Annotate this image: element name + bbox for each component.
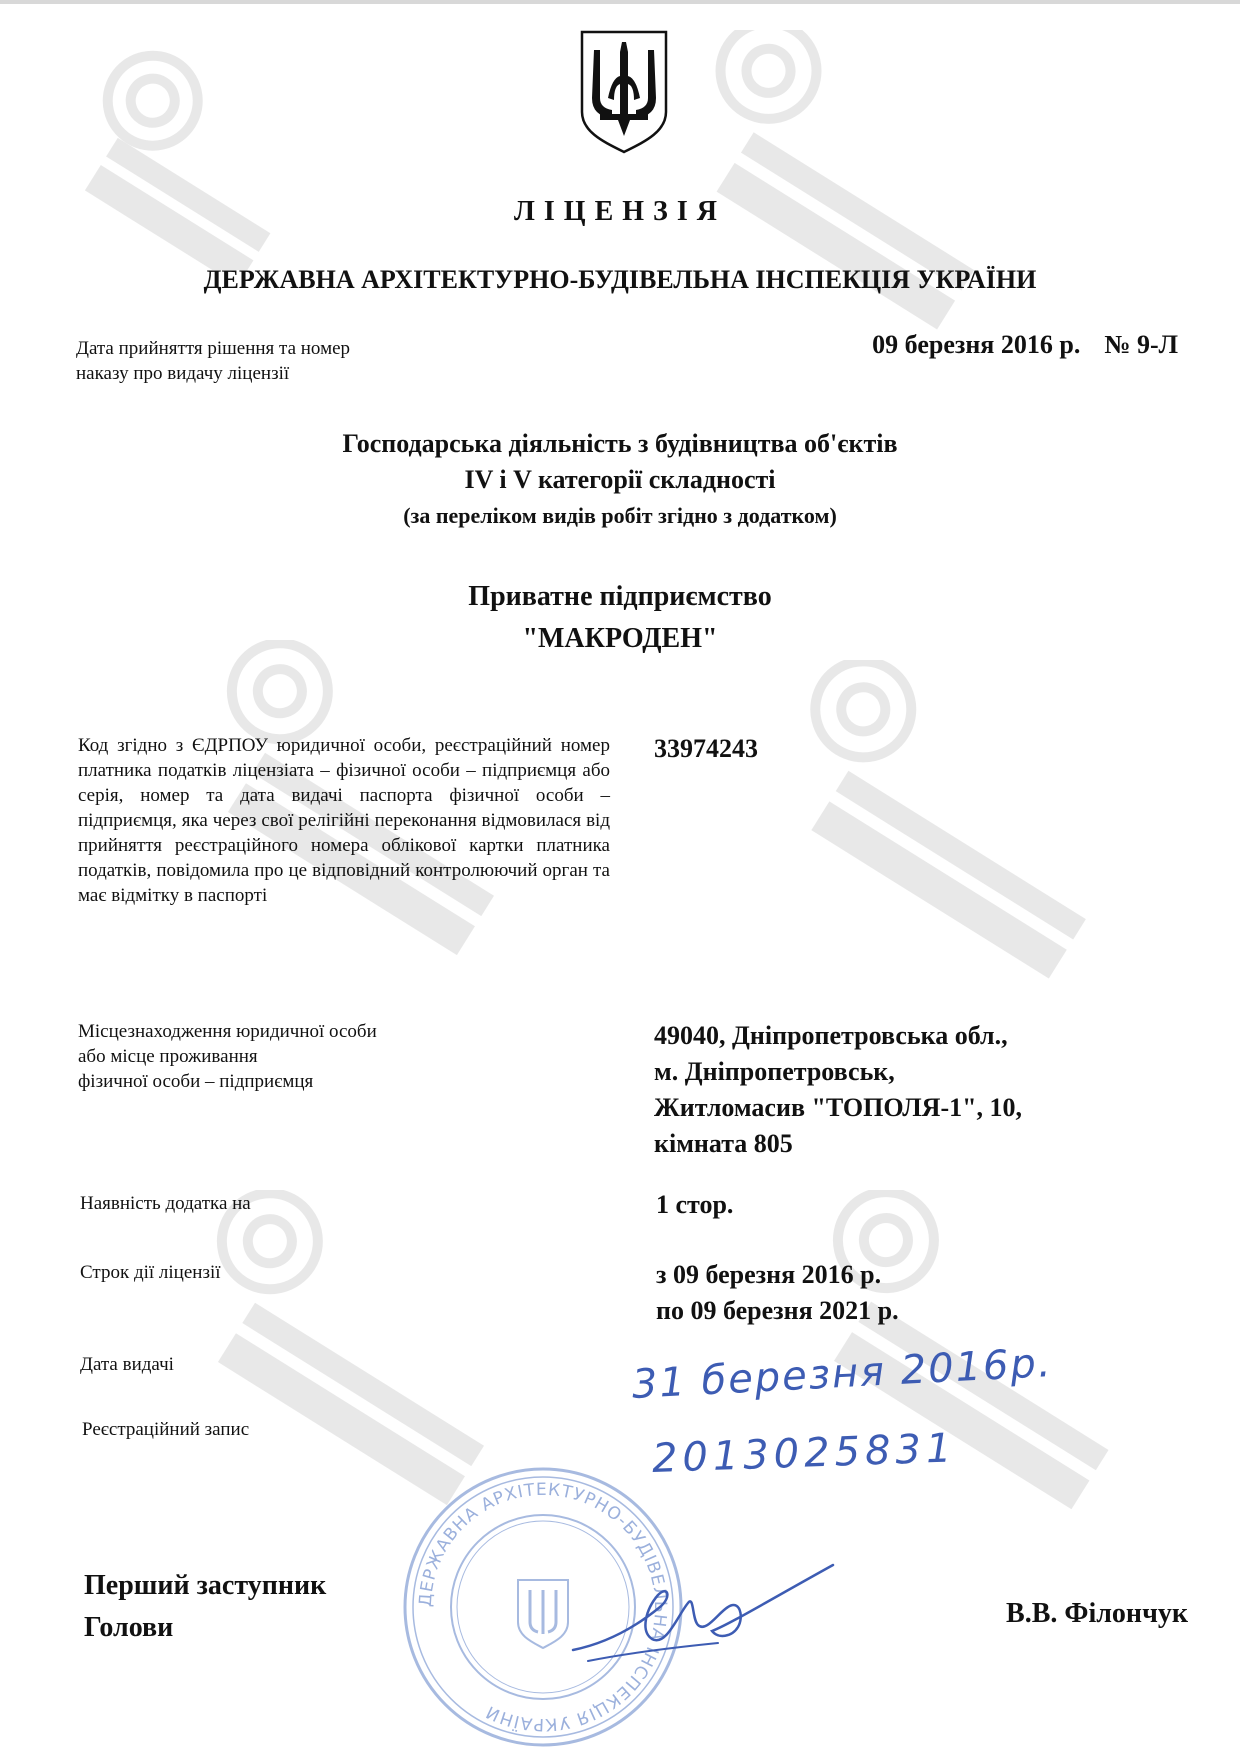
watermark-graphic (700, 660, 1140, 1030)
code-label: Код згідно з ЄДРПОУ юридичної особи, реєстраційний номер платника податків ліцензіата – фізичної особи – підприємця або серія, номер та дата видачі паспорта фізичної особи – підприємця, яка через свої релігійні переконання відмовилася від прийняття реєстраційного номера облікової картки платника податків, повідомила про це відповідний контролюючий орган та має відмітку в паспорті (78, 735, 610, 906)
attachment-value: 1 стор. (656, 1190, 734, 1219)
address-line: кімната 805 (654, 1129, 793, 1158)
signatory-name: В.В. Філончук (1006, 1598, 1188, 1629)
scan-edge (0, 0, 1240, 4)
company-type: Приватне підприємство (468, 581, 772, 612)
decision-label (76, 336, 476, 386)
address-label-line: Місцезнаходження юридичної особи (78, 1021, 377, 1042)
activity-note: (за переліком видів робіт згідно з додатком) (403, 503, 837, 528)
watermark-logo (700, 660, 1140, 1030)
term-from: з 09 березня 2016 р. (656, 1260, 882, 1289)
document-title: ЛІЦЕНЗІЯ (514, 196, 726, 227)
address-line: Житломасив "ТОПОЛЯ-1", 10, (654, 1093, 1023, 1122)
term-label: Строк дії ліцензії (80, 1262, 221, 1283)
activity-description (0, 426, 1240, 534)
signature (568, 1555, 838, 1675)
signatory-role-line: Перший заступник (84, 1570, 327, 1601)
decision-label-line: наказу про видачу ліцензії (76, 363, 290, 384)
address-value (654, 1018, 1022, 1162)
activity-line: Господарська діяльність з будівництва об'єктів (342, 429, 898, 458)
handwritten-registry-number: 2013025831 (651, 1425, 958, 1482)
decision-date: 09 березня 2016 р. (872, 330, 1081, 359)
trident-emblem-icon (578, 28, 670, 156)
signatory-role-line: Голови (84, 1612, 174, 1643)
seal-text: ДЕРЖАВНА АРХІТЕКТУРНО-БУДІВЕЛЬНА ІНСПЕКЦІЯ УКРАЇНИ (415, 1479, 671, 1735)
term-to: по 09 березня 2021 р. (656, 1296, 899, 1325)
issue-date-label: Дата видачі (80, 1354, 174, 1375)
code-value: 33974243 (654, 734, 758, 763)
handwritten-issue-date: 31 березня 2016р. (630, 1339, 1054, 1408)
signatory-role (84, 1565, 326, 1649)
activity-line: IV і V категорії складності (464, 465, 776, 494)
company-name: "МАКРОДЕН" (522, 623, 718, 654)
term-value (656, 1257, 899, 1329)
watermark-logo (40, 30, 310, 270)
attachment-label: Наявність додатка на (80, 1193, 251, 1214)
address-label-line: або місце проживання (78, 1046, 258, 1067)
watermark-graphic (40, 30, 310, 270)
address-line: м. Дніпропетровськ, (654, 1057, 895, 1086)
decision-label-line: Дата прийняття рішення та номер (76, 338, 351, 359)
registry-label: Реєстраційний запис (82, 1419, 250, 1440)
decision-value (872, 330, 1178, 360)
decision-number: № 9-Л (1104, 330, 1178, 359)
address-line: 49040, Дніпропетровська обл., (654, 1021, 1008, 1050)
address-label-line: фізичної особи – підприємця (78, 1071, 314, 1092)
licensee-name (0, 576, 1240, 660)
address-label (78, 1019, 598, 1094)
issuer-name: ДЕРЖАВНА АРХІТЕКТУРНО-БУДІВЕЛЬНА ІНСПЕКЦІЯ УКРАЇНИ (203, 265, 1037, 294)
